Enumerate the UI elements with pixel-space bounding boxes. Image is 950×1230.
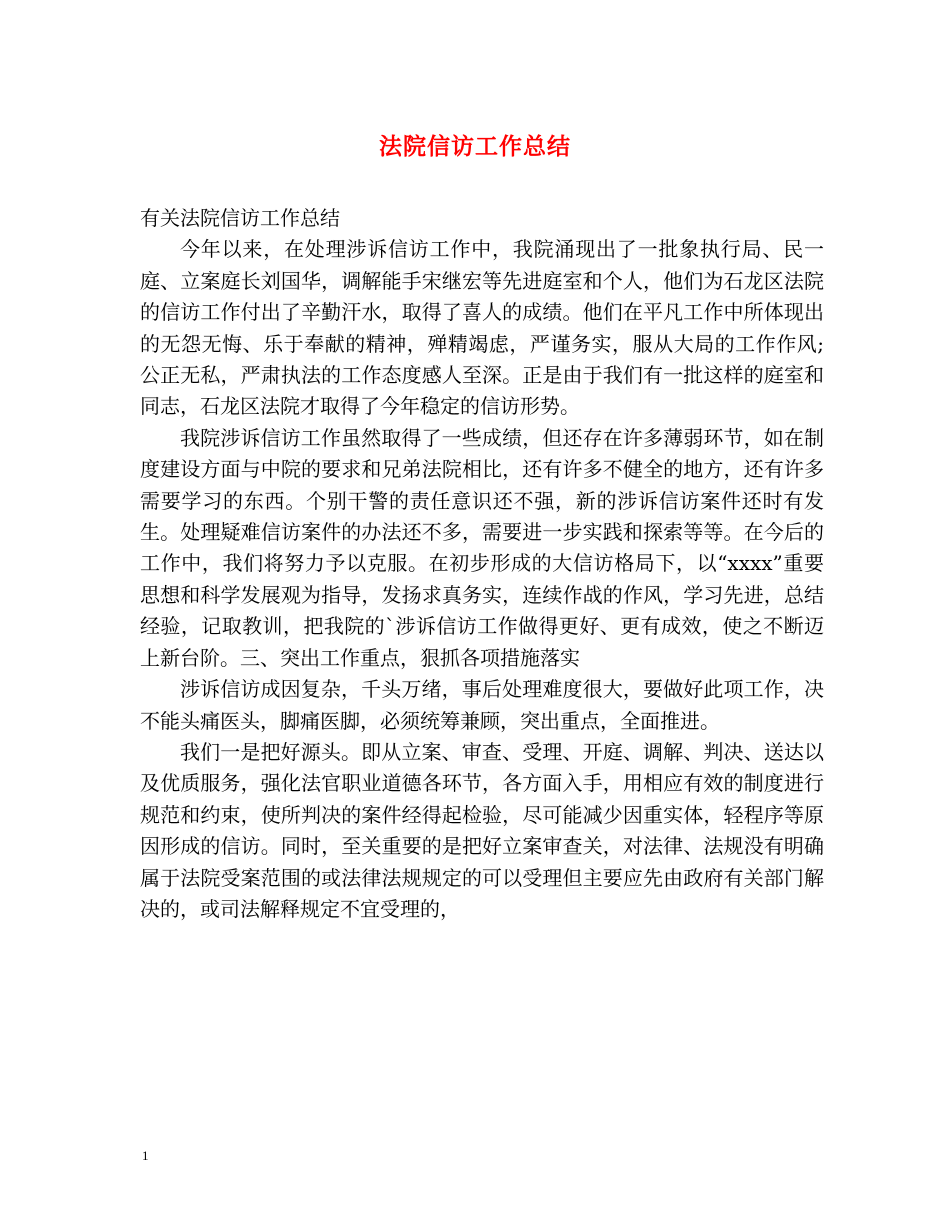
paragraph-1: 今年以来，在处理涉诉信访工作中，我院涌现出了一批象执行局、民一庭、立案庭长刘国华，调解能手宋继宏等先进庭室和个人，他们为石龙区法院的信访工作付出了辛勤汗水，取得了喜人的成绩。他们在平凡工作中所体现出的无怨无悔、乐于奉献的精神，殚精竭虑，严谨务实，服从大局的工作作风;公正无私，严肃执法的工作态度感人至深。正是由于我们有一批这样的庭室和同志，石龙区法院才取得了今年稳定的信访形势。 (140, 237, 824, 419)
paragraph-4: 我们一是把好源头。即从立案、审查、受理、开庭、调解、判决、送达以及优质服务，强化法官职业道德各环节，各方面入手，用相应有效的制度进行规范和约束，使所判决的案件经得起检验，尽可能减少因重实体，轻程序等原因形成的信访。同时，至关重要的是把好立案审查关，对法律、法规没有明确属于法院受案范围的或法律法规规定的可以受理但主要应先由政府有关部门解决的，或司法解释规定不宜受理的， (140, 739, 824, 921)
paragraph-2: 我院涉诉信访工作虽然取得了一些成绩，但还存在许多薄弱环节，如在制度建设方面与中院的要求和兄弟法院相比，还有许多不健全的地方，还有许多需要学习的东西。个别干警的责任意识还不强，新的涉诉信访案件还时有发生。处理疑难信访案件的办法还不多，需要进一步实践和探索等等。在今后的工作中，我们将努力予以克服。在初步形成的大信访格局下，以“xxxx”重要思想和科学发展观为指导，发扬求真务实，连续作战的作风，学习先进，总结经验，记取教训，把我院的`涉诉信访工作做得更好、更有成效，使之不断迈上新台阶。三、突出工作重点，狠抓各项措施落实 (140, 425, 824, 670)
document-title: 法院信访工作总结 (379, 134, 571, 160)
document-subtitle: 有关法院信访工作总结 (140, 206, 340, 230)
page-number: 1 (142, 1148, 149, 1163)
paragraph-3: 涉诉信访成因复杂，千头万绪，事后处理难度很大，要做好此项工作，决不能头痛医头，脚痛医脚，必须统筹兼顾，突出重点，全面推进。 (140, 677, 824, 733)
document-body (140, 203, 824, 925)
